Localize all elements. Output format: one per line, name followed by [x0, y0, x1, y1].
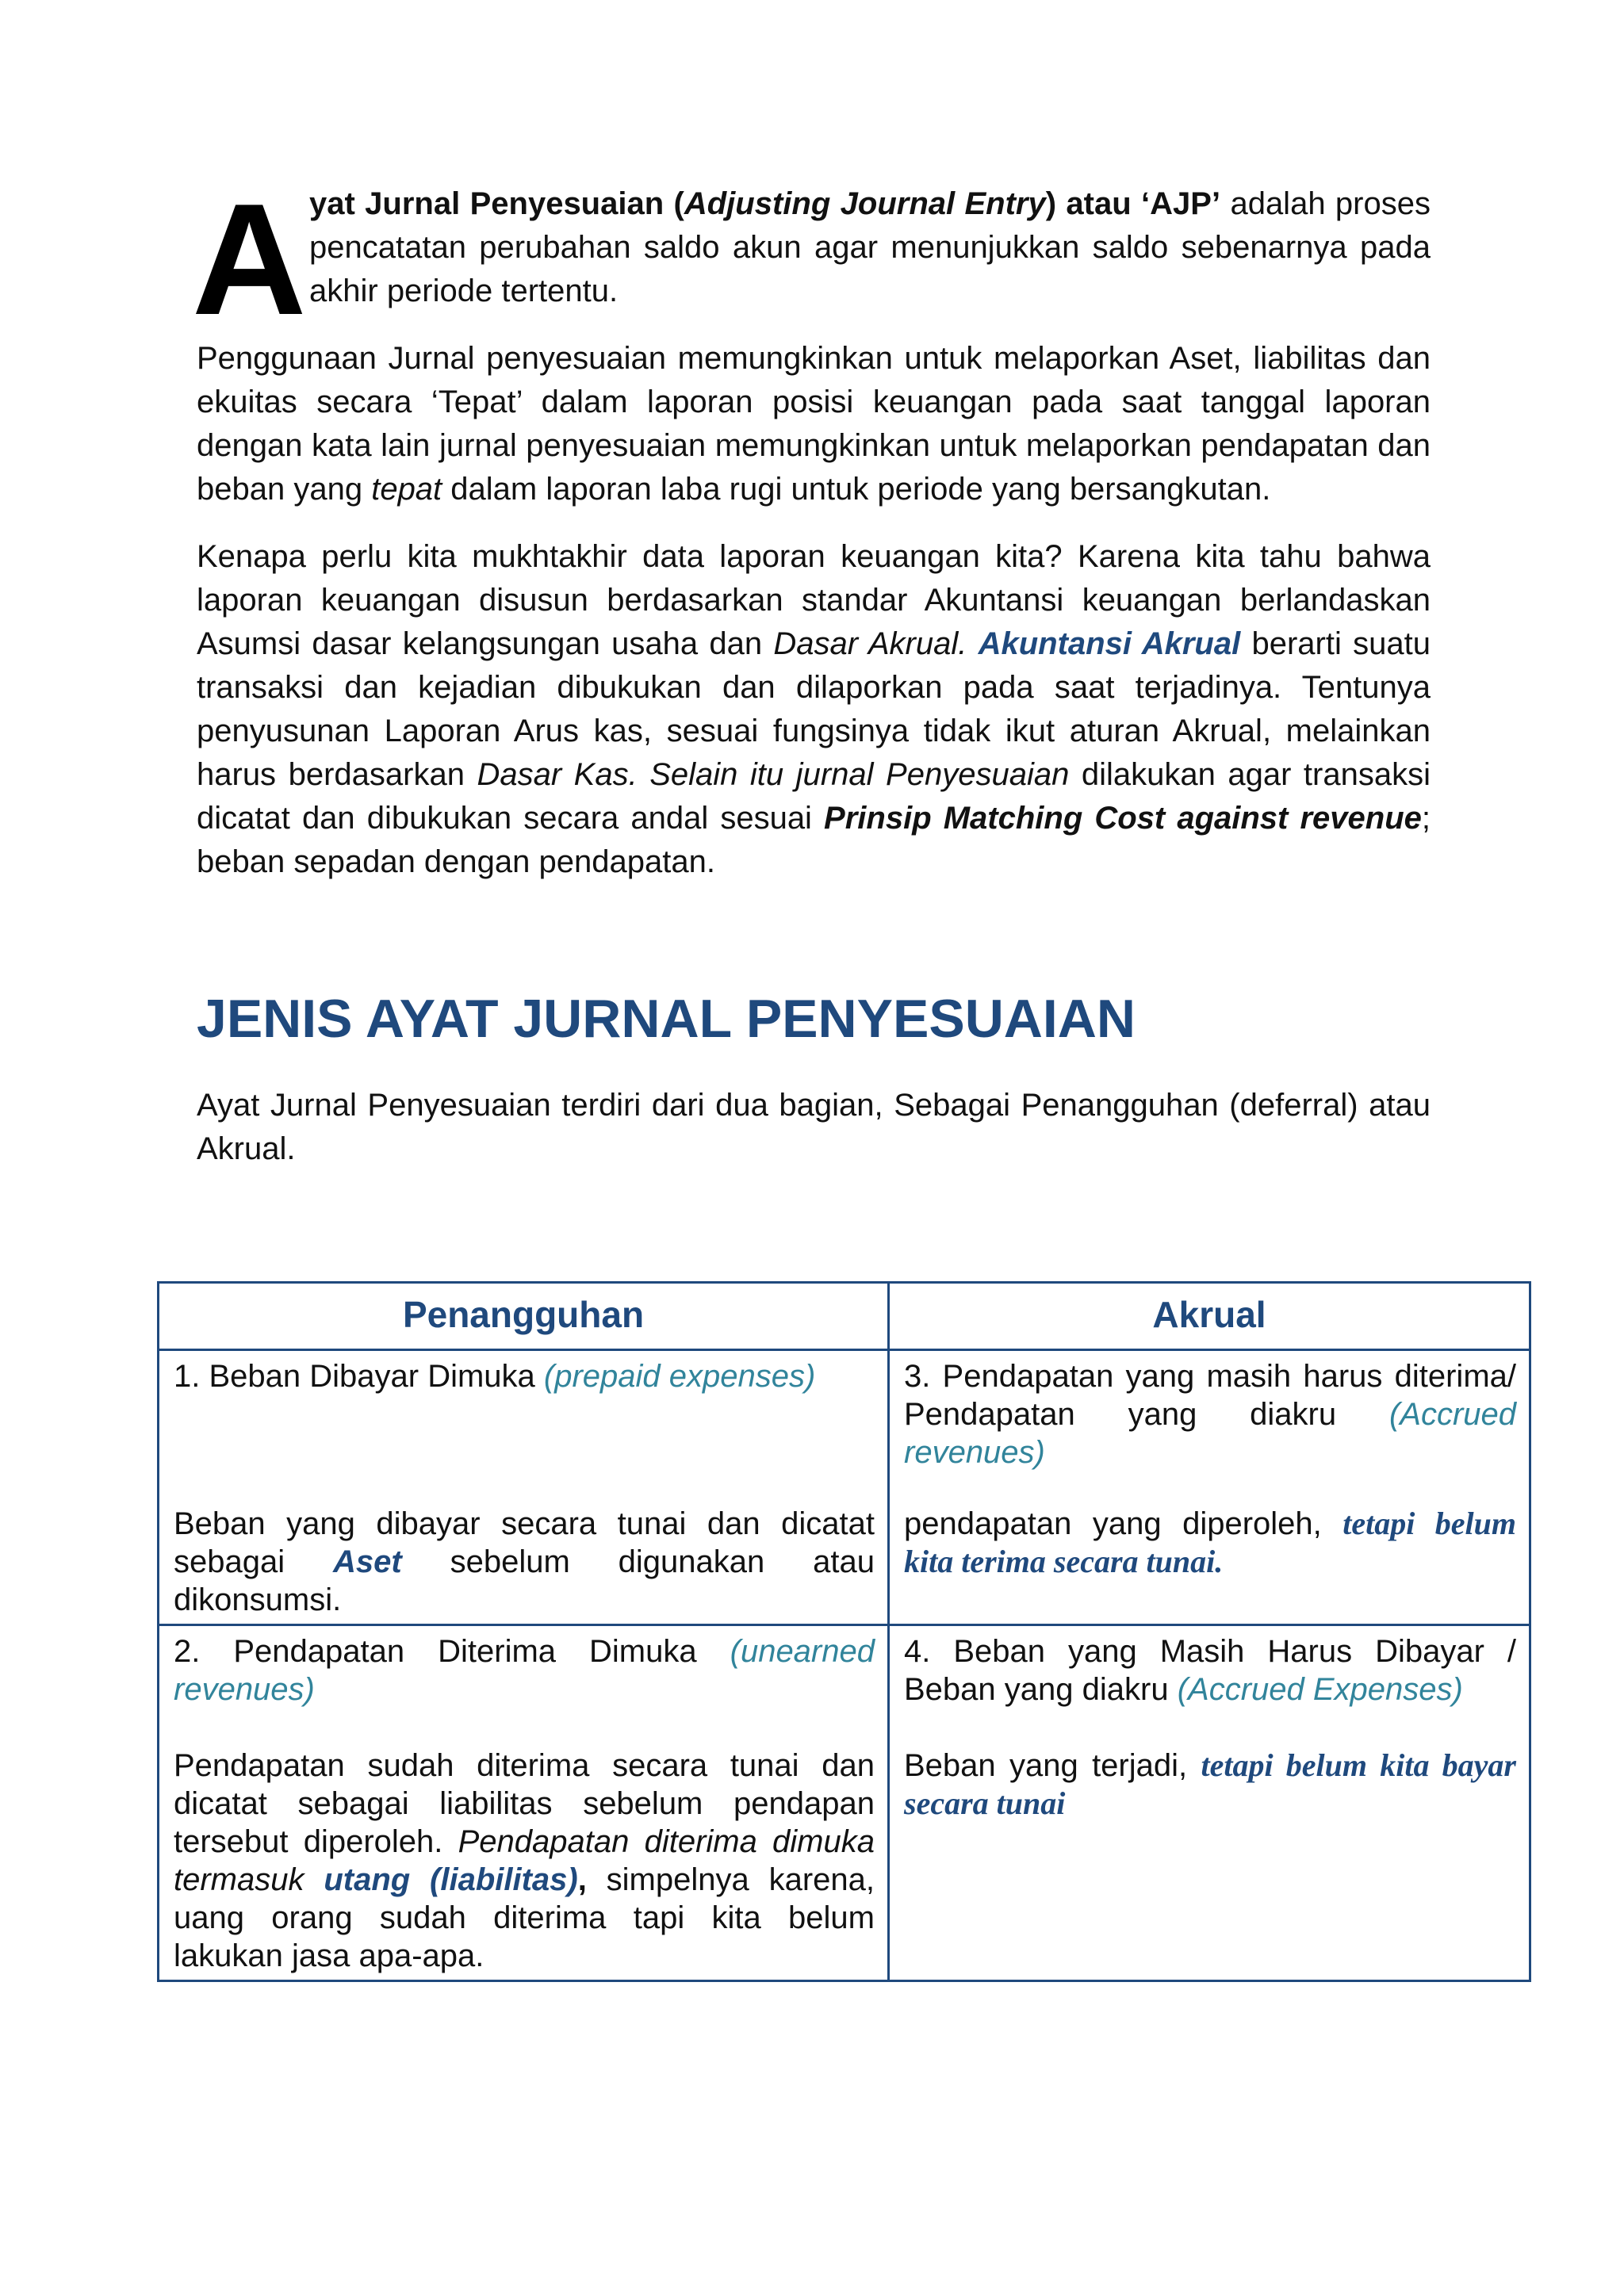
p3-dasar-kas: Dasar Kas. Selain itu jurnal Penyesuaian: [477, 757, 1070, 792]
cell-1-aset: Aset: [333, 1544, 402, 1579]
adjustment-types-table: [157, 1281, 1531, 1982]
cell-2-desc-italic: Pendapatan diterima dimuka termasuk: [174, 1824, 875, 1897]
cell-beban-dibayar-dimuka: [159, 1350, 889, 1625]
p3-akuntansi-akrual: Akuntansi Akrual: [978, 626, 1241, 661]
cell-2-title: 2. Pendapatan Diterima Dimuka: [174, 1634, 730, 1669]
cell-pendapatan-diakru: [889, 1350, 1530, 1625]
paragraph-3: [197, 535, 1431, 884]
header-akrual: Akrual: [889, 1283, 1530, 1350]
cell-4-english: (Accrued Expenses): [1177, 1672, 1463, 1707]
cell-beban-diakru: [889, 1625, 1530, 1981]
section-intro: Ayat Jurnal Penyesuaian terdiri dari dua bagian, Sebagai Penangguhan (deferral) atau Akrual.: [197, 1088, 1431, 1166]
p3-text-a: Kenapa perlu kita mukhtakhir data laporan keuangan kita? Karena kita tahu bahwa laporan keuangan disusun berdasarkan standar Akuntansi keuangan berlandaskan Asumsi dasar kelangsungan usaha dan: [197, 539, 1431, 661]
header-penangguhan: Penangguhan: [159, 1283, 889, 1350]
cell-pendapatan-diterima-dimuka: [159, 1625, 889, 1981]
section-heading: JENIS AYAT JURNAL PENYESUAIAN: [197, 989, 1136, 1049]
cell-2-english: (unearned revenues): [174, 1634, 875, 1707]
p2-text-b: dalam laporan laba rugi untuk periode yang bersangkutan.: [442, 472, 1271, 507]
p2-tepat: tepat: [371, 472, 442, 507]
table-row: [159, 1350, 1530, 1625]
intro-paragraph: [192, 171, 1431, 348]
cell-4-title: 4. Beban yang Masih Harus Dibayar / Beban yang diakru: [904, 1634, 1516, 1707]
p3-text-b: berarti suatu transaksi dan kejadian dibukukan dan dilaporkan pada saat terjadinya. Tentunya penyusunan Laporan Arus kas, sesuai fungsinya tidak ikut aturan Akrual, melainkan harus berdasarkan: [197, 626, 1431, 792]
cell-2-desc-a: Pendapatan sudah diterima secara tunai dan dicatat sebagai liabilitas sebelum pendapan tersebut diperoleh.: [174, 1748, 875, 1859]
content-column: [192, 171, 1431, 1171]
cell-1-english: (prepaid expenses): [543, 1359, 816, 1394]
p3-text-d: ; beban sepadan dengan pendapatan.: [197, 801, 1431, 879]
table-header-row: [159, 1283, 1530, 1350]
cell-3-desc-b: tetapi belum kita terima secara tunai.: [904, 1506, 1516, 1579]
p3-text-c: dilakukan agar transaksi dicatat dan dibukukan secara andal sesuai: [197, 757, 1431, 836]
dropcap-letter: A: [192, 171, 307, 348]
cell-1-desc-a: Beban yang dibayar secara tunai dan dicatat sebagai: [174, 1506, 875, 1579]
term-close: ) atau ‘AJP’: [1045, 186, 1221, 221]
intro-text: [309, 182, 1431, 313]
term-label: yat Jurnal Penyesuaian (: [309, 186, 684, 221]
table-row: [159, 1625, 1530, 1981]
cell-1-title: 1. Beban Dibayar Dimuka: [174, 1359, 544, 1394]
cell-4-desc-a: Beban yang terjadi,: [904, 1748, 1201, 1783]
p3-dasar-akrual: Dasar Akrual.: [773, 626, 967, 661]
cell-2-desc-b: simpelnya karena, uang orang sudah diterima tapi kita belum lakukan jasa apa-apa.: [174, 1862, 875, 1973]
cell-3-english: (Accrued revenues): [904, 1397, 1516, 1470]
intro-rest: adalah proses pencatatan perubahan saldo akun agar menunjukkan saldo sebenarnya pada akhir periode tertentu.: [309, 186, 1431, 308]
cell-2-utang: utang (liabilitas): [324, 1862, 578, 1897]
p2-text-a: Penggunaan Jurnal penyesuaian memungkinkan untuk melaporkan Aset, liabilitas dan ekuitas secara ‘Tepat’ dalam laporan posisi keuangan pada saat tanggal laporan dengan kata lain jurnal penyesuaian memungkinkan untuk melaporkan pendapatan dan beban yang: [197, 341, 1431, 507]
paragraph-2: [197, 337, 1431, 511]
p3-prinsip: Prinsip Matching Cost against revenue: [824, 801, 1422, 836]
cell-1-desc-b: sebelum digunakan atau dikonsumsi.: [174, 1544, 875, 1617]
cell-3-title: 3. Pendapatan yang masih harus diterima/ Pendapatan yang diakru: [904, 1359, 1516, 1432]
cell-3-desc-a: pendapatan yang diperoleh,: [904, 1506, 1343, 1541]
cell-2-comma: ,: [577, 1862, 587, 1897]
cell-4-desc-b: tetapi belum kita bayar secara tunai: [904, 1747, 1516, 1821]
term-english: Adjusting Journal Entry: [684, 186, 1046, 221]
